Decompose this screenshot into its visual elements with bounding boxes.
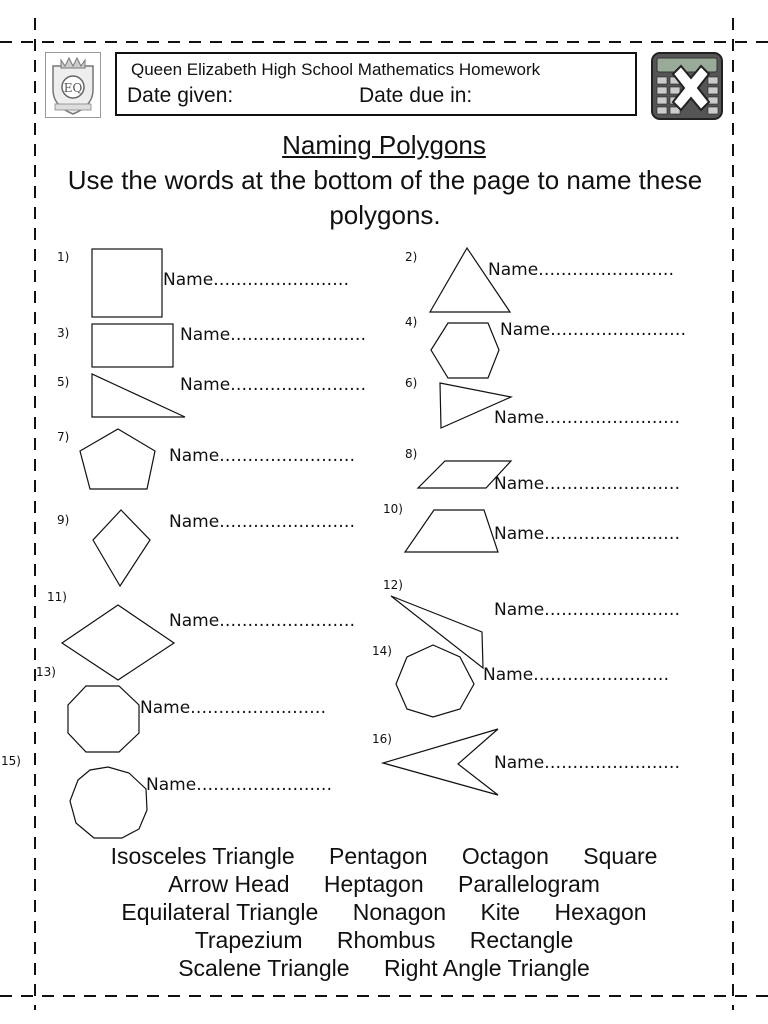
question-number: 12) [383, 578, 403, 592]
word-bank-row [0, 899, 768, 926]
shape-7-pentagon [80, 429, 155, 489]
name-answer-line[interactable]: Name…………………… [483, 665, 670, 685]
name-answer-line[interactable]: Name…………………… [140, 698, 327, 718]
shape-2-equilateral-triangle [430, 248, 510, 312]
word-bank-item: Arrow Head [168, 871, 290, 897]
question-number: 6) [405, 376, 418, 390]
date-due-label: Date due in: [359, 84, 473, 107]
name-answer-line[interactable]: Name…………………… [180, 375, 367, 395]
question-number: 10) [383, 502, 403, 516]
question-number: 16) [372, 732, 392, 746]
question-number: 11) [47, 590, 67, 604]
name-answer-line[interactable]: Name…………………… [494, 474, 681, 494]
name-answer-line[interactable]: Name…………………… [169, 512, 356, 532]
word-bank-row [0, 843, 768, 870]
name-answer-line[interactable]: Name…………………… [169, 611, 356, 631]
shape-14-heptagon [396, 645, 474, 717]
word-bank-item: Nonagon [352, 899, 447, 925]
shape-1-square [92, 249, 162, 317]
instructions: Use the words at the bottom of the page to name these polygons. [67, 165, 703, 230]
word-bank-item: Isosceles Triangle [110, 843, 295, 869]
question-number: 13) [36, 665, 56, 679]
question-number: 7) [57, 430, 70, 444]
shape-16-arrow-head [383, 729, 498, 795]
name-answer-line[interactable]: Name…………………… [494, 408, 681, 428]
name-answer-line[interactable]: Name…………………… [169, 446, 356, 466]
shape-13-octagon [68, 686, 139, 752]
word-bank-item: Kite [480, 899, 521, 925]
question-number: 2) [405, 250, 418, 264]
shape-10-trapezium [405, 510, 498, 552]
word-bank-row [0, 871, 768, 898]
word-bank-item: Rhombus [336, 927, 436, 953]
shape-3-rectangle [92, 324, 173, 367]
word-bank-item: Rectangle [469, 927, 574, 953]
name-answer-line[interactable]: Name…………………… [494, 753, 681, 773]
shape-15-nonagon [70, 767, 147, 838]
question-number: 5) [57, 375, 70, 389]
name-answer-line[interactable]: Name…………………… [500, 320, 687, 340]
word-bank-row [0, 955, 768, 982]
word-bank-item: Heptagon [323, 871, 424, 897]
word-bank-item: Trapezium [194, 927, 303, 953]
name-answer-line[interactable]: Name…………………… [146, 775, 333, 795]
name-answer-line[interactable]: Name…………………… [163, 270, 350, 290]
question-number: 14) [372, 644, 392, 658]
name-answer-line[interactable]: Name…………………… [488, 260, 675, 280]
word-bank-item: Octagon [461, 843, 549, 869]
name-answer-line[interactable]: Name…………………… [494, 524, 681, 544]
shape-4-hexagon [431, 323, 499, 378]
date-given-label: Date given: [127, 84, 234, 107]
word-bank-item: Equilateral Triangle [121, 899, 319, 925]
worksheet-title: Naming Polygons [282, 130, 486, 160]
shape-11-rhombus [62, 605, 174, 680]
question-number: 4) [405, 315, 418, 329]
question-number: 3) [57, 326, 70, 340]
question-number: 1) [57, 250, 70, 264]
name-answer-line[interactable]: Name…………………… [180, 325, 367, 345]
name-answer-line[interactable]: Name…………………… [494, 600, 681, 620]
school-heading: Queen Elizabeth High School Mathematics Homework [131, 60, 541, 79]
question-number: 9) [57, 513, 70, 527]
word-bank-row [0, 927, 768, 954]
svg-text:EQ: EQ [63, 81, 83, 95]
word-bank-item: Hexagon [554, 899, 647, 925]
word-bank-item: Right Angle Triangle [383, 955, 590, 981]
word-bank-item: Scalene Triangle [178, 955, 350, 981]
shape-5-right-angle-triangle [92, 374, 185, 417]
question-number: 15) [1, 754, 21, 768]
shape-9-kite [93, 510, 150, 586]
question-number: 8) [405, 447, 418, 461]
word-bank-item: Square [583, 843, 658, 869]
shape-12-isosceles-triangle [391, 596, 483, 668]
word-bank-item: Pentagon [329, 843, 428, 869]
word-bank-item: Parallelogram [458, 871, 600, 897]
